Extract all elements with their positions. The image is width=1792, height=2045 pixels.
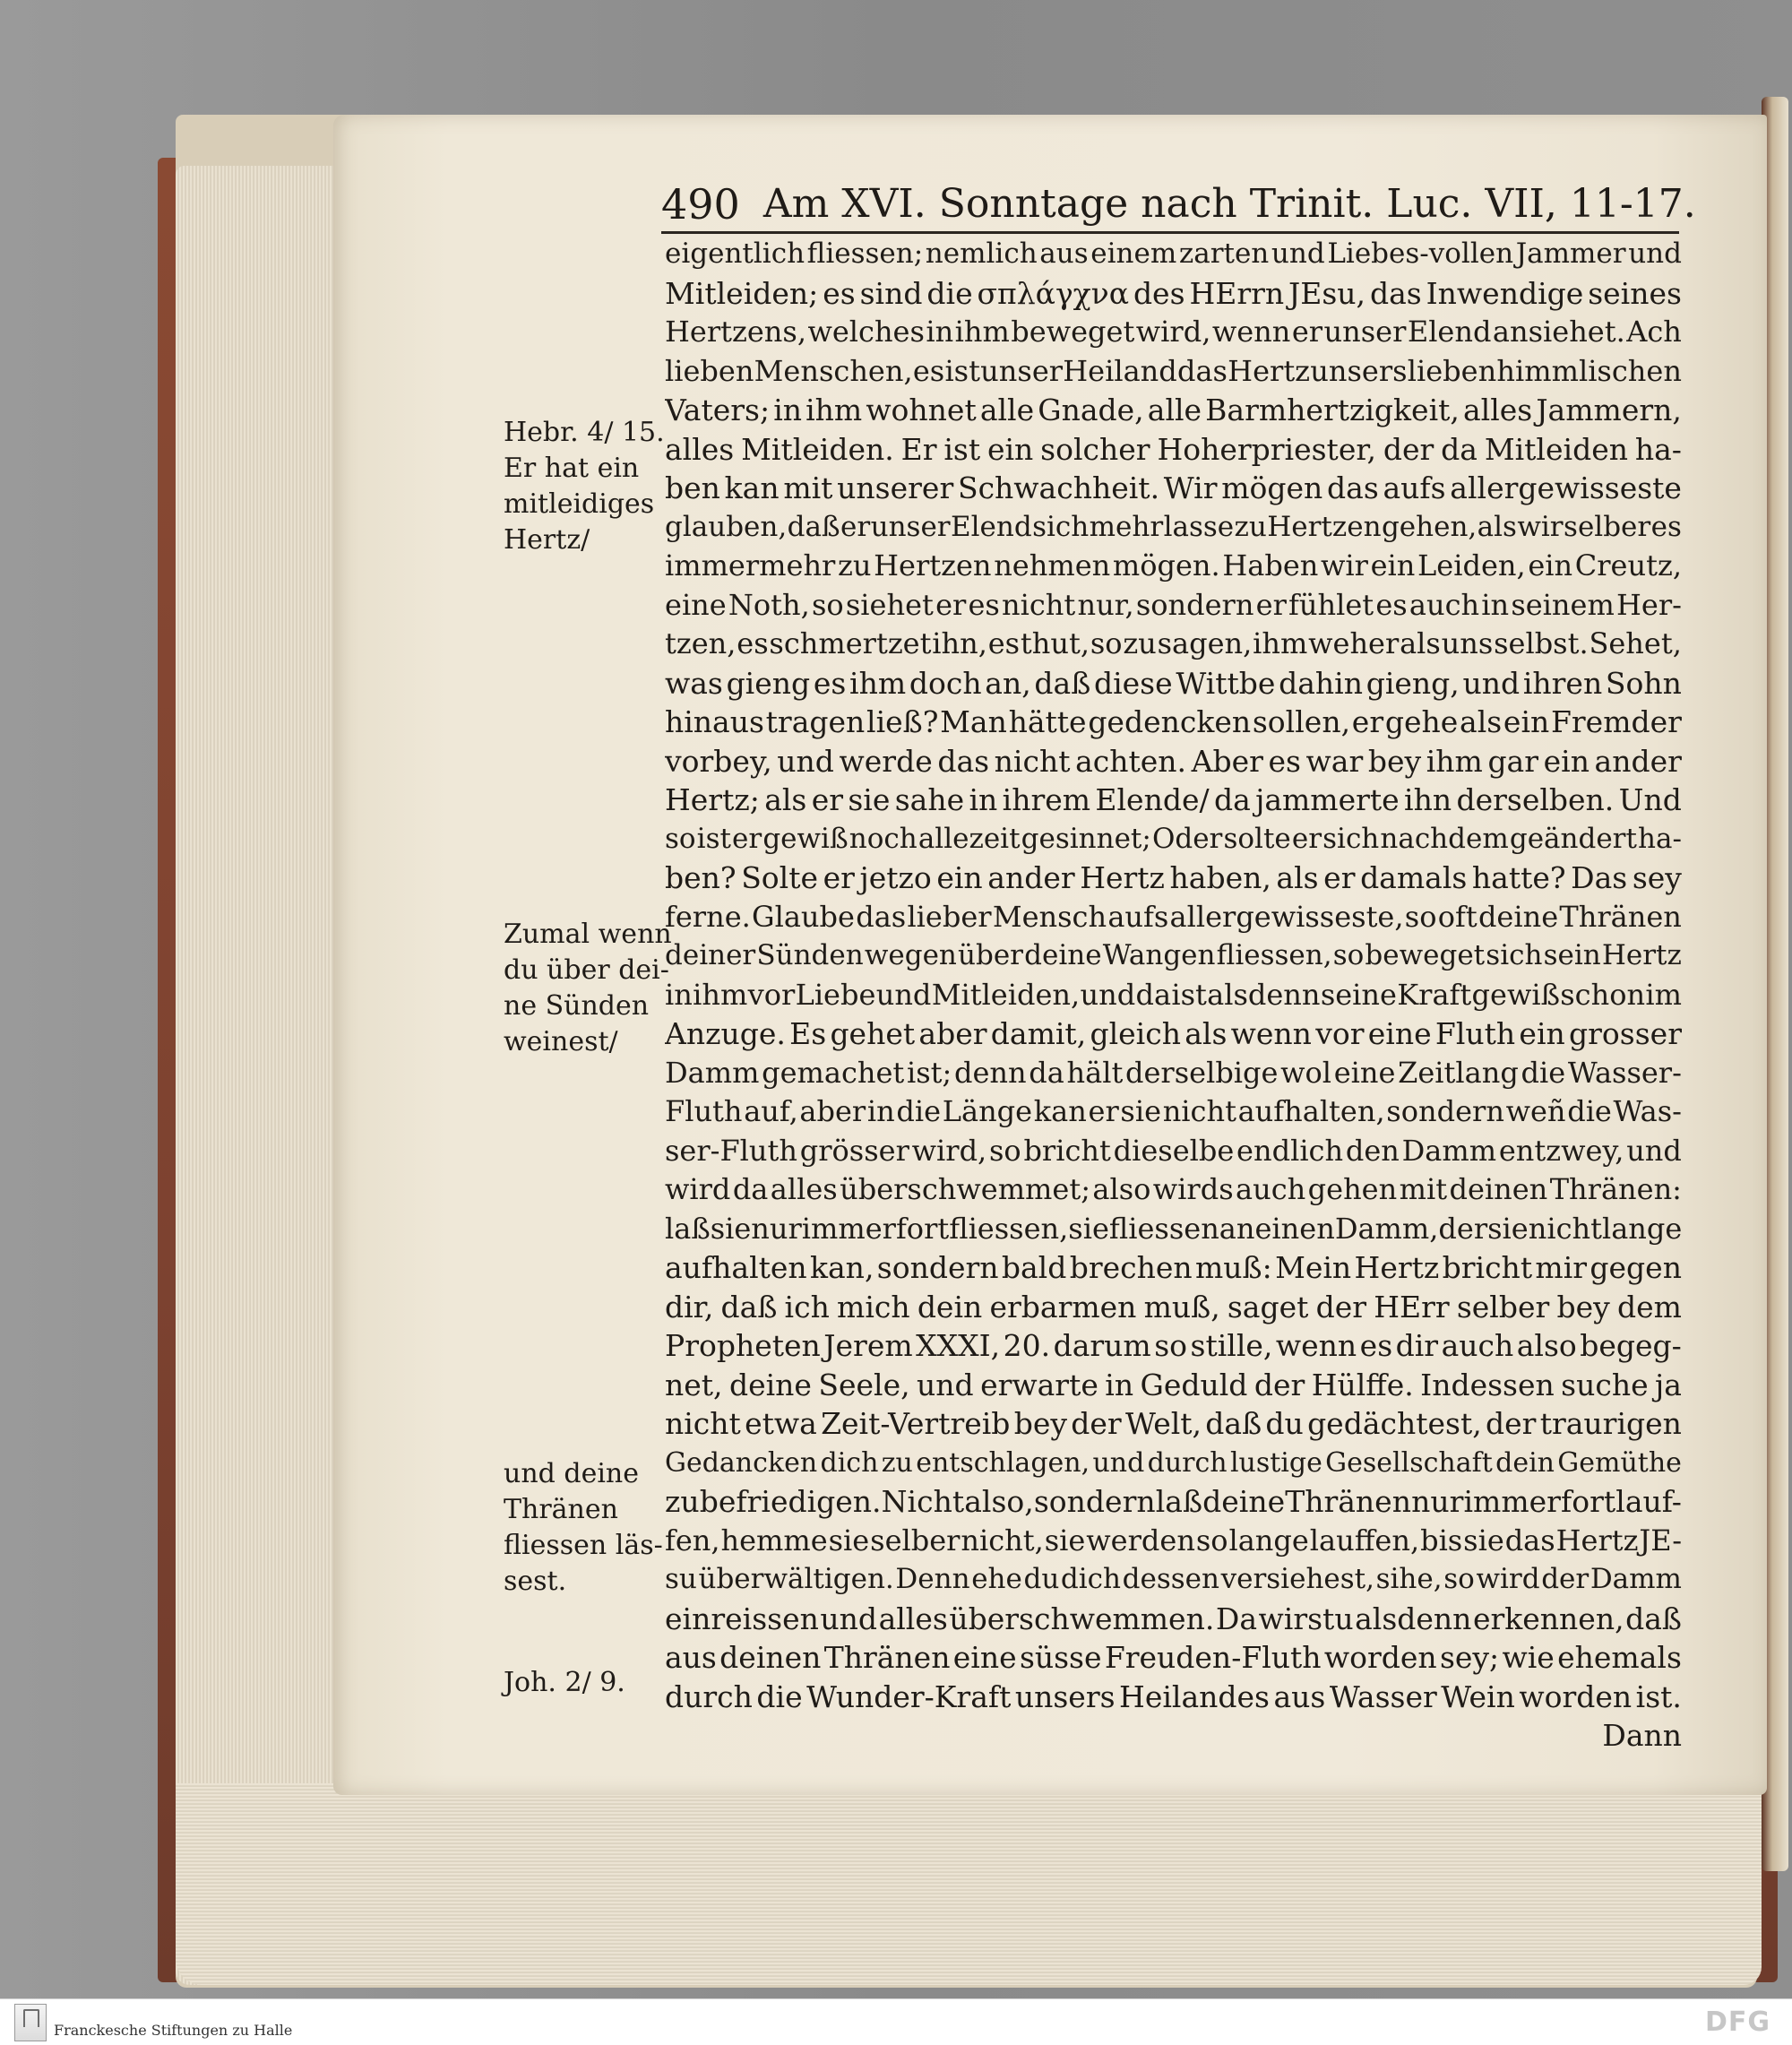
text-line: Gedancken dich zu entschlagen, und durch lustige Gesellschaft dein Gemüthe <box>665 1446 1682 1479</box>
page-number: 490 <box>661 180 740 229</box>
page-edges-left <box>176 166 355 1985</box>
viewer-footer <box>0 1998 1792 2045</box>
text-line: Damm gemachet ist; denn da hält derselbige wol eine Zeitlang die Wasser- <box>665 1055 1682 1090</box>
margin-note-line: Hertz/ <box>504 524 590 556</box>
text-line: nicht etwa Zeit-Vertreib bey der Welt, daß du gedächtest, der traurigen <box>665 1406 1682 1441</box>
margin-note-line: weinest/ <box>504 1026 618 1057</box>
margin-note-line: sest. <box>504 1566 567 1597</box>
text-line: lieben Menschen, es ist unser Heiland das Hertz unsers lieben himmlischen <box>665 353 1682 388</box>
institution-logo-icon[interactable] <box>14 2004 47 2041</box>
text-line: ben? Solte er jetzo ein ander Hertz haben, als er damals hatte? Das sey <box>665 860 1682 895</box>
text-line: Vaters; in ihm wohnet alle Gnade, alle Barmhertzigkeit, alles Jammern, <box>665 393 1682 427</box>
text-line: aufhalten kan, sondern bald brechen muß: Mein Hertz bricht mir gegen <box>665 1250 1682 1285</box>
margin-note-line: Thränen <box>504 1494 618 1525</box>
text-line: alles Mitleiden. Er ist ein solcher Hoherpriester, der da Mitleiden ha- <box>665 431 1682 467</box>
text-line: glauben, daß er unser Elend sich mehr lasse zu Hertzen gehen, als wir selber es <box>665 510 1682 543</box>
text-line: su überwältigen. Denn ehe du dich dessen versiehest, sihe, so wird der Damm <box>665 1563 1682 1595</box>
text-line: Mitleiden; es sind die σπλάγχνα des HErrn JEsu, das Inwendige seines <box>665 275 1682 311</box>
text-line: was gieng es ihm doch an, daß diese Wittbe dahin gieng, und ihren Sohn <box>665 665 1682 701</box>
text-line: net, deine Seele, und erwarte in Geduld der Hülffe. Indessen suche ja <box>665 1367 1682 1402</box>
text-line: immermehr zu Hertzen nehmen mögen. Haben wir ein Leiden, ein Creutz, <box>665 548 1682 582</box>
text-line: aus deinen Thränen eine süsse Freuden-Fluth worden sey; wie ehemals <box>665 1640 1682 1675</box>
running-header <box>661 172 1696 234</box>
margin-note-line: Zumal wenn <box>504 919 672 950</box>
margin-note-line: du über dei- <box>504 954 669 986</box>
institution-name[interactable]: Franckesche Stiftungen zu Halle <box>54 2022 293 2039</box>
text-line: zu befriedigen. Nicht also, sondern laß deine Thränen nur immer fort lauf- <box>665 1484 1682 1519</box>
margin-note-hebr <box>504 415 665 558</box>
text-line: ben kan mit unserer Schwachheit. Wir mögen das aufs allergewisseste <box>665 470 1682 505</box>
text-line: ferne. Glaube das lieber Mensch aufs allergewisseste, so oft deine Thränen <box>665 899 1682 934</box>
text-line: wird da alles überschwemmet; also wirds auch gehen mit deinen Thränen: <box>665 1172 1682 1206</box>
dfg-logo[interactable]: DFG <box>1704 2006 1770 2038</box>
text-line: eigentlich fliessen; nemlich aus einem zarten und Liebes-vollen Jammer und <box>665 237 1682 270</box>
margin-note-zumal <box>504 917 672 1060</box>
text-line: eine Noth, so siehet er es nicht nur, sondern er fühlet es auch in seinem Her- <box>665 587 1682 622</box>
margin-note-line: Hebr. 4/ 15. <box>504 417 665 448</box>
text-line: Fluth auf, aber in die Länge kan er sie nicht aufhalten, sondern weñ die Was- <box>665 1094 1682 1128</box>
margin-note-joh <box>504 1665 656 1701</box>
text-line: tzen, es schmertzet ihn, es thut, so zu sagen, ihm weher als uns selbst. Sehet, <box>665 626 1682 660</box>
text-line: ser-Fluth grösser wird, so bricht dieselbe endlich den Damm entzwey, und <box>665 1133 1682 1168</box>
text-line: Hertz; als er sie sahe in ihrem Elende/ da jammerte ihn derselben. Und <box>665 782 1682 817</box>
body-text <box>665 235 1682 1756</box>
running-title: Am XVI. Sonntage nach Trinit. Luc. VII, 11-17. <box>762 181 1696 227</box>
text-line: Hertzens, welches in ihm beweget wird, wenn er unser Elend ansiehet. Ach <box>665 315 1682 349</box>
margin-note-thraenen <box>504 1456 663 1600</box>
margin-note-line: und deine <box>504 1458 640 1489</box>
text-line: Propheten Jerem XXXI, 20. darum so stille, wenn es dir auch also begeg- <box>665 1328 1682 1363</box>
margin-note-line: fliessen läs- <box>504 1530 663 1561</box>
text-line: durch die Wunder-Kraft unsers Heilandes aus Wasser Wein worden ist. <box>665 1678 1682 1714</box>
text-line: hinaus tragen ließ? Man hätte gedencken sollen, er gehe als ein Fremder <box>665 704 1682 739</box>
text-line: Anzuge. Es gehet aber damit, gleich als wenn vor eine Fluth ein grosser <box>665 1016 1682 1051</box>
text-line: einreissen und alles überschwemmen. Da wirstu alsdenn erkennen, daß <box>665 1601 1682 1636</box>
text-line: in ihm vor Liebe und Mitleiden, und da ist alsdenn seine Kraft gewiß schon im <box>665 977 1682 1012</box>
margin-note-line: mitleidiges <box>504 488 655 520</box>
text-line: dir, daß ich mich dein erbarmen muß, saget der HErr selber bey dem <box>665 1289 1682 1325</box>
text-line: deiner Sünden wegen über deine Wangen fliessen, so beweget sich sein Hertz <box>665 939 1682 971</box>
margin-note-line: Er hat ein <box>504 453 640 484</box>
text-line: vorbey, und werde das nicht achten. Aber es war bey ihm gar ein ander <box>665 743 1682 779</box>
text-line: laß sie nur immerfort fliessen, sie fliessen an einen Damm, der sie nicht lange <box>665 1211 1682 1246</box>
text-line: fen, hemme sie selber nicht, sie werden so lange lauffen, bis sie das Hertz JE- <box>665 1523 1682 1557</box>
page-edges-bottom <box>176 1783 1762 1985</box>
text-line: so ist er gewiß noch allezeit gesinnet; Oder solte er sich nachdem geändert ha- <box>665 822 1682 855</box>
margin-note-line: ne Sünden <box>504 990 650 1022</box>
catchword: Dann <box>1602 1718 1682 1753</box>
margin-note-line: Joh. 2/ 9. <box>504 1667 625 1698</box>
